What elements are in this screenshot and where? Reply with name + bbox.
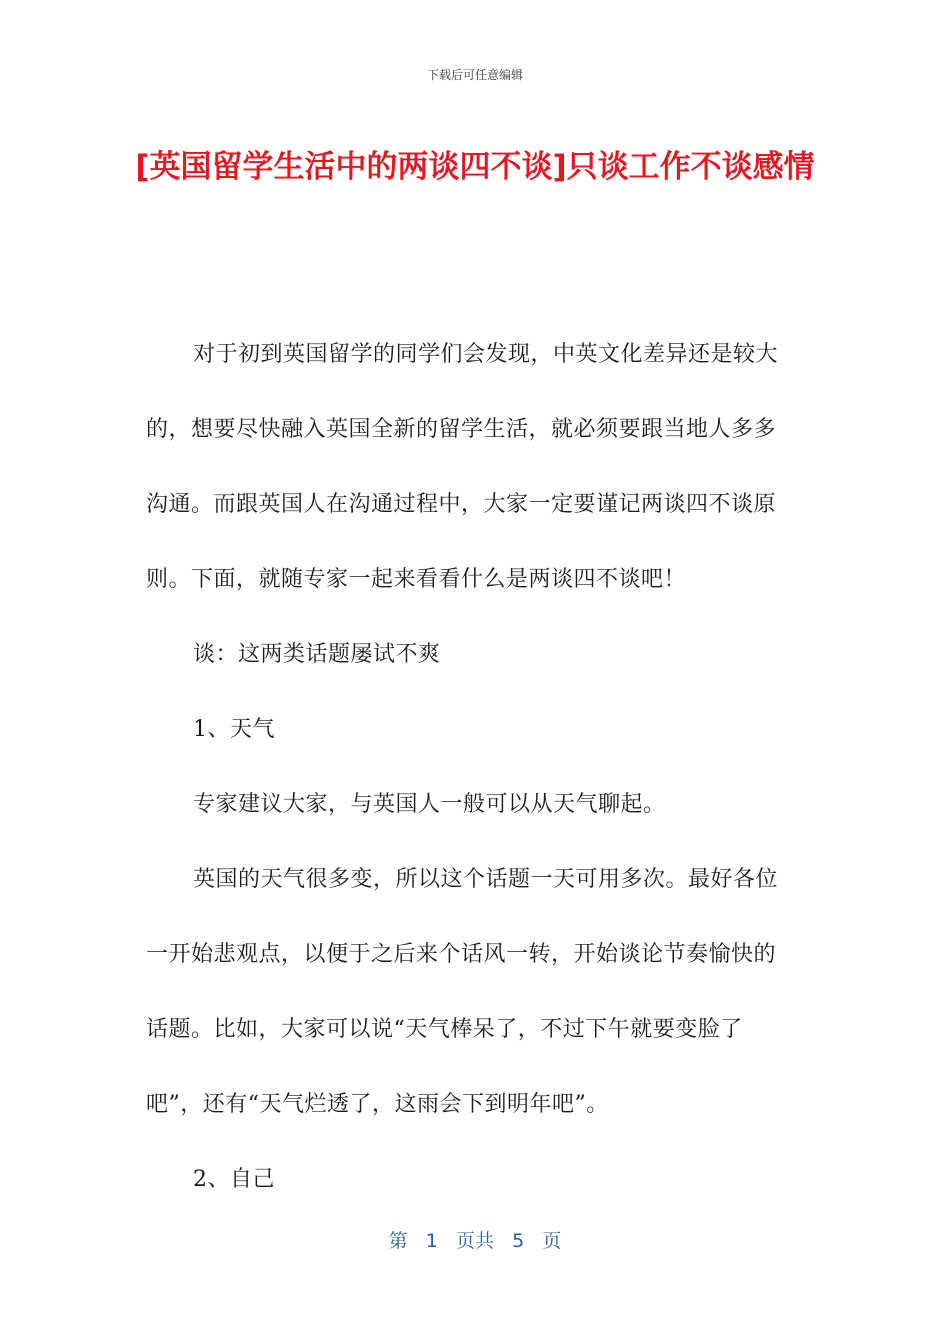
footer-total-pages: 5 — [512, 1230, 525, 1252]
paragraph-intro: 对于初到英国留学的同学们会发现，中英文化差异还是较大的，想要尽快融入英国全新的留学生活，就必须要跟当地人多多沟通。而跟英国人在沟通过程中，大家一定要谨记两谈四不谈原则。下面，就随专家一起来看看什么是两谈四不谈吧！ — [146, 342, 779, 592]
document-body — [146, 317, 794, 1217]
footer-page-middle: 页共 — [455, 1230, 494, 1252]
subheading-weather: 1、天气 — [193, 717, 275, 742]
header-note: 下载后可任意编辑 — [426, 68, 523, 82]
footer-page-prefix: 第 — [388, 1230, 408, 1252]
footer-page-number: 1 — [425, 1230, 438, 1252]
document-title: [英国留学生活中的两谈四不谈]只谈工作不谈感情 — [135, 149, 815, 185]
paragraph-weather-detail: 英国的天气很多变，所以这个话题一天可用多次。最好各位一开始悲观点，以便于之后来个话风一转，开始谈论节奏愉快的话题。比如，大家可以说“天气棒呆了，不过下午就要变脸了吧”，还有“天气烂透了，这雨会下到明年吧”。 — [146, 867, 779, 1117]
section-heading: 谈：这两类话题屡试不爽 — [193, 642, 441, 667]
subheading-self: 2、自己 — [193, 1167, 275, 1192]
paragraph-weather-advice: 专家建议大家，与英国人一般可以从天气聊起。 — [193, 792, 666, 817]
footer-page-suffix: 页 — [542, 1230, 562, 1252]
page-footer — [0, 1226, 950, 1253]
